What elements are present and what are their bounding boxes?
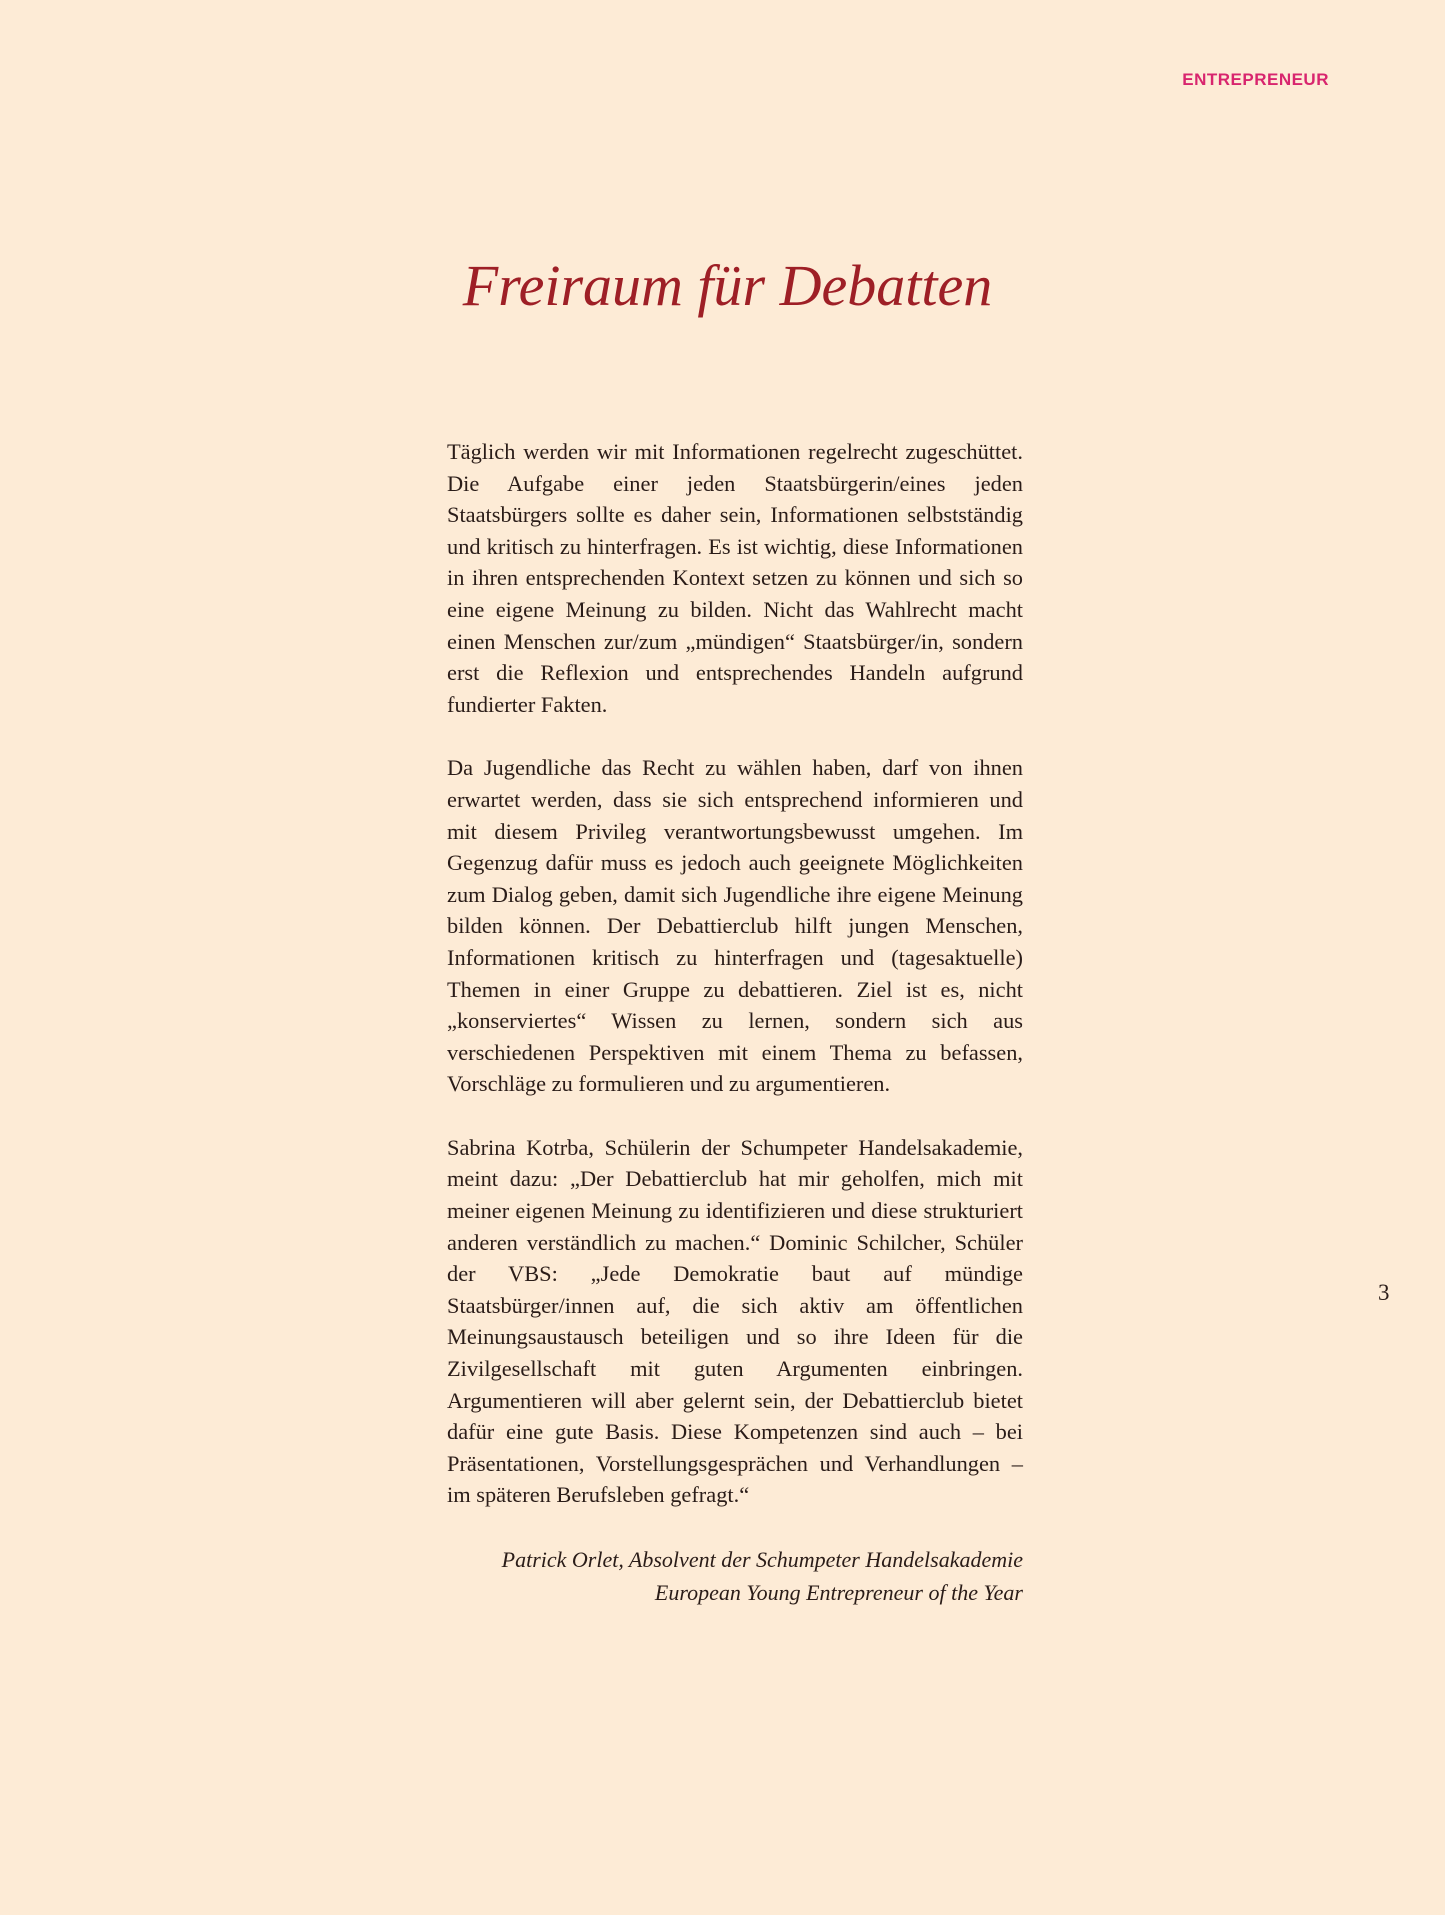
paragraph-1: Täglich werden wir mit Informationen regelrecht zugeschüttet. Die Aufgabe einer jeden Staatsbürgerin/eines jeden Staatsbürgers sollte es daher sein, Informationen selbstständig und kritisch zu hinterfragen. Es ist wichtig, diese Informationen in ihren entsprechenden Kontext setzen zu können und sich so eine eigene Meinung zu bilden. Nicht das Wahlrecht macht einen Menschen zur/zum „mündigen“ Staatsbürger/in, sondern erst die Reflexion und entsprechendes Handeln aufgrund fundierter Fakten.: [447, 439, 1023, 717]
page-number: 3: [1378, 1280, 1390, 1305]
article-body: [447, 436, 1023, 1609]
signature-line-2: European Young Entrepreneur of the Year: [654, 1580, 1023, 1605]
paragraph-3: Sabrina Kotrba, Schülerin der Schumpeter Handelsakademie, meint dazu: „Der Debattierclub hat mir geholfen, mich mit meiner eigenen Meinung zu identifizieren und diese strukturiert anderen verständlich zu machen.“ Dominic Schilcher, Schüler der VBS: „Jede Demokratie baut auf mündige Staatsbürger/innen auf, die sich aktiv am öffentlichen Meinungsaustausch beteiligen und so ihre Ideen für die Zivilgesellschaft mit guten Argumenten einbringen. Argumentieren will aber gelernt sein, der Debattierclub bietet dafür eine gute Basis. Diese Kompetenzen sind auch – bei Präsentationen, Vorstellungsgesprächen und Verhandlungen – im späteren Berufsleben gefragt.“: [447, 1134, 1023, 1508]
paragraph-2: Da Jugendliche das Recht zu wählen haben, darf von ihnen erwartet werden, dass sie sich entsprechend informieren und mit diesem Privileg verantwortungsbewusst umgehen. Im Gegenzug dafür muss es jedoch auch geeignete Möglichkeiten zum Dialog geben, damit sich Jugendliche ihre eigene Meinung bilden können. Der Debattierclub hilft jungen Menschen, Informationen kritisch zu hinterfragen und (tagesaktuelle) Themen in einer Gruppe zu debattieren. Ziel ist es, nicht „konserviertes“ Wissen zu lernen, sondern sich aus verschiedenen Perspektiven mit einem Thema zu befassen, Vorschläge zu formulieren und zu argumentieren.: [447, 755, 1023, 1097]
section-label: ENTREPRENEUR: [1182, 70, 1329, 89]
article-title: Freiraum für Debatten: [462, 253, 993, 318]
signature-line-1: Patrick Orlet, Absolvent der Schumpeter Handelsakademie: [501, 1547, 1023, 1572]
signature: [447, 1543, 1023, 1609]
